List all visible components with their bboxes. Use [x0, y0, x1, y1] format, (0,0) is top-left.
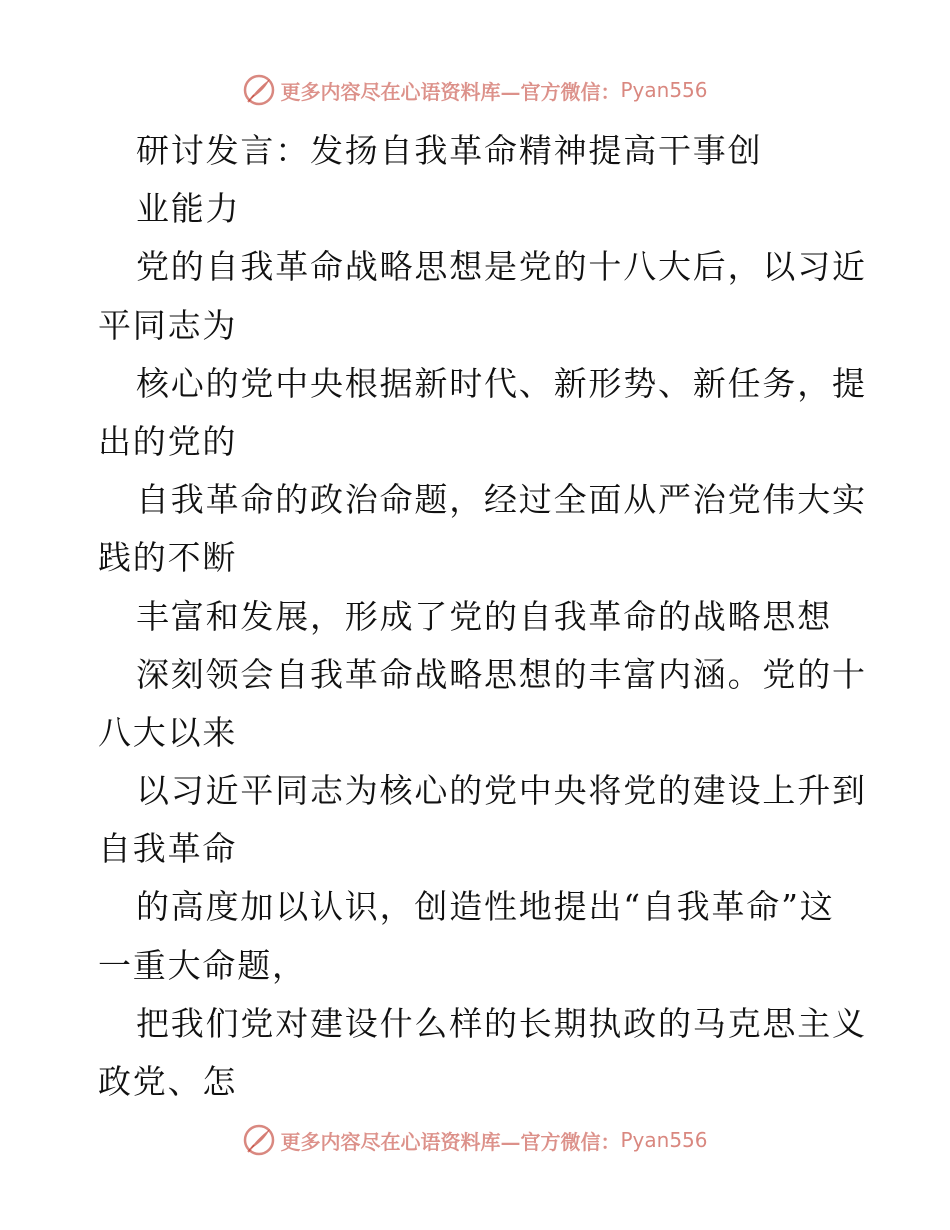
text-line-3: 党的自我革命战略思想是党的十八大后，以习近	[136, 247, 867, 287]
text-line-12: 以习近平同志为核心的党中央将党的建设上升到	[136, 771, 867, 811]
watermark-text: 更多内容尽在心语资料库—官方微信：	[280, 1129, 621, 1154]
text-line-16: 把我们党对建设什么样的长期执政的马克思主义	[136, 1003, 867, 1043]
text-line-10: 深刻领会自我革命战略思想的丰富内涵。党的十	[136, 654, 867, 694]
text-line-9: 丰富和发展，形成了党的自我革命的战略思想	[136, 596, 832, 636]
text-line-7: 自我革命的政治命题，经过全面从严治党伟大实	[136, 480, 867, 520]
watermark-id: Pyan556	[620, 1128, 708, 1152]
watermark-text: 更多内容尽在心语资料库—官方微信：	[280, 79, 621, 104]
watermark-id: Pyan556	[620, 78, 708, 102]
header-watermark	[0, 70, 950, 110]
text-line-15: 一重大命题，	[98, 945, 307, 985]
quill-logo-icon	[242, 73, 276, 107]
text-line-1: 研讨发言：发扬自我革命精神提高干事创	[136, 131, 763, 170]
text-line-13: 自我革命	[98, 829, 238, 869]
text-line-5: 核心的党中央根据新时代、新形势、新任务，提	[136, 363, 867, 403]
text-line-2: 业能力	[136, 189, 241, 229]
document-body	[98, 122, 867, 1111]
text-line-6: 出的党的	[98, 421, 238, 461]
text-line-14: 的高度加以认识，创造性地提出“自我革命”这	[136, 887, 835, 927]
quill-logo-icon	[242, 1123, 276, 1157]
text-line-11: 八大以来	[98, 712, 238, 752]
footer-watermark	[0, 1120, 950, 1160]
text-line-4: 平同志为	[98, 305, 238, 345]
text-line-17: 政党、怎	[98, 1062, 238, 1101]
text-line-8: 践的不断	[98, 538, 238, 578]
